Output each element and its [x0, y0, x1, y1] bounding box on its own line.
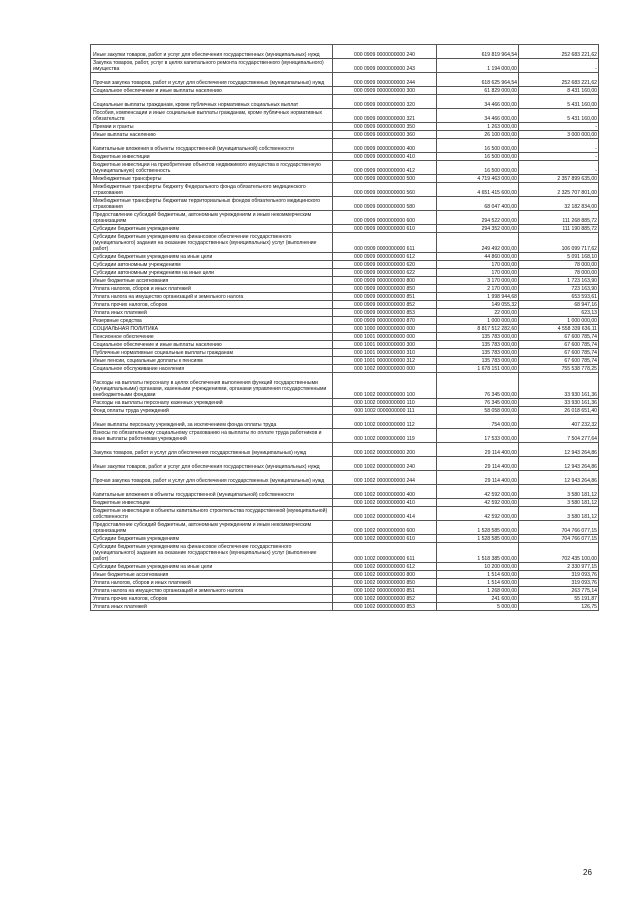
row-executed-cell: 12 943 264,86	[519, 471, 599, 485]
row-executed-cell: 252 683 221,62	[519, 45, 599, 59]
row-name-cell: Социальные выплаты гражданам, кроме публичных нормативных социальных выплат	[91, 95, 333, 109]
row-name-cell: Закупка товаров, работ, услуг в целях капитального ремонта государственного (муниципального) имущества	[91, 59, 333, 73]
row-name-cell: Бюджетные инвестиции	[91, 499, 333, 507]
table-row	[91, 535, 599, 543]
row-name-cell: Субсидии бюджетным учреждениям на иные цели	[91, 253, 333, 261]
row-name-cell: Бюджетные инвестиции на приобретение объектов недвижимого имущества в государственную (муниципальную) собственность	[91, 161, 333, 175]
row-name-cell: Расходы на выплаты персоналу казенных учреждений	[91, 399, 333, 407]
budget-table	[90, 44, 599, 611]
row-code-cell: 000 1002 0000000000 800	[333, 571, 437, 579]
row-assigned-cell: 3 170 000,00	[437, 277, 519, 285]
table-row	[91, 277, 599, 285]
row-executed-cell: 78 000,00	[519, 261, 599, 269]
row-executed-cell: 5 091 168,10	[519, 253, 599, 261]
row-code-cell: 000 0909 0000000000 240	[333, 45, 437, 59]
row-executed-cell: 8 431 160,00	[519, 87, 599, 95]
row-executed-cell: 653 593,61	[519, 293, 599, 301]
row-assigned-cell: 42 592 000,00	[437, 507, 519, 521]
row-assigned-cell: 135 783 000,00	[437, 333, 519, 341]
row-name-cell: Субсидии автономным учреждениям	[91, 261, 333, 269]
table-row	[91, 507, 599, 521]
row-executed-cell: 26 018 651,40	[519, 407, 599, 415]
table-row	[91, 543, 599, 563]
table-row	[91, 197, 599, 211]
row-assigned-cell: 1 518 385 000,00	[437, 543, 519, 563]
row-name-cell: Уплата налога на имущество организаций и земельного налога	[91, 293, 333, 301]
row-executed-cell: 68 947,16	[519, 301, 599, 309]
table-row	[91, 595, 599, 603]
table-row	[91, 253, 599, 261]
row-executed-cell: 55 191,87	[519, 595, 599, 603]
row-name-cell: Уплата иных платежей	[91, 309, 333, 317]
table-row	[91, 333, 599, 341]
row-executed-cell: 67 600 785,74	[519, 333, 599, 341]
row-code-cell: 000 1002 0000000000 000	[333, 365, 437, 373]
row-executed-cell: 702 435 100,00	[519, 543, 599, 563]
row-code-cell: 000 0909 0000000000 800	[333, 277, 437, 285]
row-code-cell: 000 1002 0000000000 410	[333, 499, 437, 507]
row-executed-cell: 623,13	[519, 309, 599, 317]
row-assigned-cell: 16 500 000,00	[437, 161, 519, 175]
row-name-cell: Субсидии бюджетным учреждениям на финансовое обеспечение государственного (муниципального) задания на оказание государственных (муниципальных) услуг (выполнение работ)	[91, 543, 333, 563]
table-row	[91, 211, 599, 225]
row-name-cell: Иные выплаты населению	[91, 131, 333, 139]
table-row	[91, 139, 599, 153]
row-executed-cell: -	[519, 161, 599, 175]
row-assigned-cell: 149 055,32	[437, 301, 519, 309]
row-executed-cell: 3 580 181,12	[519, 507, 599, 521]
table-row	[91, 95, 599, 109]
row-name-cell: Уплата прочих налогов, сборов	[91, 595, 333, 603]
row-name-cell: Публичные нормативные социальные выплаты гражданам	[91, 349, 333, 357]
row-name-cell: Межбюджетные трансферты бюджетам территориальных фондов обязательного медицинского страхования	[91, 197, 333, 211]
row-executed-cell: 2 330 977,15	[519, 563, 599, 571]
table-row	[91, 87, 599, 95]
row-assigned-cell: 29 114 400,00	[437, 457, 519, 471]
row-assigned-cell: 1 514 600,00	[437, 579, 519, 587]
row-code-cell: 000 1002 0000000000 610	[333, 535, 437, 543]
row-executed-cell: 67 600 785,74	[519, 341, 599, 349]
table-row	[91, 399, 599, 407]
table-row	[91, 175, 599, 183]
row-executed-cell: 67 600 785,74	[519, 349, 599, 357]
row-executed-cell: 2 325 707 801,00	[519, 183, 599, 197]
row-assigned-cell: 42 592 000,00	[437, 499, 519, 507]
row-assigned-cell: 42 592 000,00	[437, 485, 519, 499]
row-code-cell: 000 0909 0000000000 244	[333, 73, 437, 87]
row-code-cell: 000 1002 0000000000 200	[333, 443, 437, 457]
row-name-cell: Субсидии бюджетным учреждениям	[91, 225, 333, 233]
row-assigned-cell: 1 268 000,00	[437, 587, 519, 595]
row-code-cell: 000 0909 0000000000 560	[333, 183, 437, 197]
row-assigned-cell: 1 514 600,00	[437, 571, 519, 579]
row-name-cell: Капитальные вложения в объекты государственной (муниципальной) собственности	[91, 139, 333, 153]
table-row	[91, 357, 599, 365]
row-name-cell: Субсидии бюджетным учреждениям	[91, 535, 333, 543]
row-name-cell: Иные бюджетные ассигнования	[91, 571, 333, 579]
row-code-cell: 000 1002 0000000000 244	[333, 471, 437, 485]
row-assigned-cell: 1 528 585 000,00	[437, 535, 519, 543]
row-name-cell: Бюджетные инвестиции	[91, 153, 333, 161]
row-code-cell: 000 1002 0000000000 851	[333, 587, 437, 595]
row-name-cell: Субсидии бюджетным учреждениям на иные цели	[91, 563, 333, 571]
table-row	[91, 499, 599, 507]
row-name-cell: Прочая закупка товаров, работ и услуг для обеспечения государственных (муниципальных) нужд	[91, 471, 333, 485]
row-assigned-cell: 1 678 151 000,00	[437, 365, 519, 373]
row-assigned-cell: 135 783 000,00	[437, 357, 519, 365]
row-code-cell: 000 0909 0000000000 412	[333, 161, 437, 175]
table-row	[91, 457, 599, 471]
table-row	[91, 587, 599, 595]
row-name-cell: Межбюджетные трансферты	[91, 175, 333, 183]
row-name-cell: Бюджетные инвестиции в объекты капитального строительства государственной (муниципальной) собственности	[91, 507, 333, 521]
row-assigned-cell: 241 600,00	[437, 595, 519, 603]
table-row	[91, 365, 599, 373]
row-code-cell: 000 1002 0000000000 400	[333, 485, 437, 499]
row-code-cell: 000 0909 0000000000 300	[333, 87, 437, 95]
row-assigned-cell: 17 533 000,00	[437, 429, 519, 443]
table-row	[91, 269, 599, 277]
row-assigned-cell: 29 114 400,00	[437, 471, 519, 485]
row-code-cell: 000 0909 0000000000 360	[333, 131, 437, 139]
row-code-cell: 000 0909 0000000000 612	[333, 253, 437, 261]
row-name-cell: Субсидии бюджетным учреждениям на финансовое обеспечение государственного (муниципального) задания на оказание государственных (муниципальных) услуг (выполнение работ)	[91, 233, 333, 253]
row-code-cell: 000 1001 0000000000 312	[333, 357, 437, 365]
row-name-cell: Закупка товаров, работ и услуг для обеспечения государственных (муниципальных) нужд	[91, 443, 333, 457]
row-executed-cell: -	[519, 123, 599, 131]
row-name-cell: Капитальные вложения в объекты государственной (муниципальной) собственности	[91, 485, 333, 499]
row-name-cell: Уплата прочих налогов, сборов	[91, 301, 333, 309]
row-name-cell: Социальное обеспечение и иные выплаты населению	[91, 87, 333, 95]
row-code-cell: 000 1002 0000000000 600	[333, 521, 437, 535]
row-executed-cell: 407 232,32	[519, 415, 599, 429]
row-code-cell: 000 1002 0000000000 110	[333, 399, 437, 407]
row-code-cell: 000 0909 0000000000 321	[333, 109, 437, 123]
row-code-cell: 000 0909 0000000000 600	[333, 211, 437, 225]
row-executed-cell: 12 943 264,86	[519, 457, 599, 471]
row-executed-cell: 2 357 899 635,00	[519, 175, 599, 183]
row-assigned-cell: 1 998 944,68	[437, 293, 519, 301]
row-assigned-cell: 34 466 000,00	[437, 109, 519, 123]
row-assigned-cell: 1 000 000,00	[437, 317, 519, 325]
row-code-cell: 000 0909 0000000000 852	[333, 301, 437, 309]
row-executed-cell: 252 683 221,62	[519, 73, 599, 87]
row-executed-cell: -	[519, 139, 599, 153]
row-assigned-cell: 294 352 000,00	[437, 225, 519, 233]
row-assigned-cell: 58 058 000,00	[437, 407, 519, 415]
budget-table-section	[90, 44, 598, 611]
row-executed-cell: 7 504 277,64	[519, 429, 599, 443]
row-code-cell: 000 0909 0000000000 620	[333, 261, 437, 269]
table-row	[91, 603, 599, 611]
row-executed-cell: 111 268 885,72	[519, 211, 599, 225]
table-row	[91, 485, 599, 499]
table-row	[91, 563, 599, 571]
row-executed-cell: 106 099 717,62	[519, 233, 599, 253]
row-executed-cell: 263 775,14	[519, 587, 599, 595]
table-row	[91, 407, 599, 415]
row-code-cell: 000 0909 0000000000 870	[333, 317, 437, 325]
row-assigned-cell: 2 170 000,00	[437, 285, 519, 293]
budget-table-body	[91, 45, 599, 611]
row-assigned-cell: 76 345 000,00	[437, 373, 519, 399]
row-executed-cell: 704 766 077,15	[519, 521, 599, 535]
table-row	[91, 429, 599, 443]
row-assigned-cell: 29 114 400,00	[437, 443, 519, 457]
table-row	[91, 45, 599, 59]
row-executed-cell: 1 000 000,00	[519, 317, 599, 325]
row-code-cell: 000 0909 0000000000 851	[333, 293, 437, 301]
row-executed-cell: 319 093,76	[519, 571, 599, 579]
row-code-cell: 000 0909 0000000000 610	[333, 225, 437, 233]
table-row	[91, 317, 599, 325]
row-assigned-cell: 26 100 000,00	[437, 131, 519, 139]
table-row	[91, 521, 599, 535]
row-executed-cell: 755 538 778,25	[519, 365, 599, 373]
row-code-cell: 000 0909 0000000000 580	[333, 197, 437, 211]
row-executed-cell: 33 930 161,36	[519, 373, 599, 399]
row-code-cell: 000 0909 0000000000 243	[333, 59, 437, 73]
row-assigned-cell: 76 345 000,00	[437, 399, 519, 407]
row-assigned-cell: 619 819 964,54	[437, 45, 519, 59]
row-assigned-cell: 5 000,00	[437, 603, 519, 611]
row-executed-cell: 1 723 163,90	[519, 277, 599, 285]
row-code-cell: 000 0909 0000000000 853	[333, 309, 437, 317]
row-assigned-cell: 754 000,00	[437, 415, 519, 429]
row-name-cell: Социальное обслуживание населения	[91, 365, 333, 373]
table-row	[91, 579, 599, 587]
row-code-cell: 000 1002 0000000000 240	[333, 457, 437, 471]
row-executed-cell: 12 943 264,86	[519, 443, 599, 457]
row-assigned-cell: 16 500 000,00	[437, 139, 519, 153]
table-row	[91, 183, 599, 197]
table-row	[91, 59, 599, 73]
row-assigned-cell: 16 500 000,00	[437, 153, 519, 161]
page-number: 26	[583, 868, 592, 877]
row-assigned-cell: 61 829 000,00	[437, 87, 519, 95]
row-executed-cell: 3 580 181,12	[519, 485, 599, 499]
row-name-cell: Взносы по обязательному социальному страхованию на выплаты по оплате труда работников и иные выплаты работникам учреждений	[91, 429, 333, 443]
table-row	[91, 309, 599, 317]
row-assigned-cell: 618 625 964,54	[437, 73, 519, 87]
table-row	[91, 233, 599, 253]
row-name-cell: Предоставление субсидий бюджетным, автономным учреждениям и иным некоммерческим организациям	[91, 211, 333, 225]
table-row	[91, 73, 599, 87]
row-executed-cell: 78 000,00	[519, 269, 599, 277]
row-name-cell: Уплата налога на имущество организаций и земельного налога	[91, 587, 333, 595]
row-name-cell: Резервные средства	[91, 317, 333, 325]
row-name-cell: Уплата иных платежей	[91, 603, 333, 611]
row-assigned-cell: 22 000,00	[437, 309, 519, 317]
table-row	[91, 443, 599, 457]
row-name-cell: Иные закупки товаров, работ и услуг для обеспечения государственных (муниципальных) нужд	[91, 457, 333, 471]
row-name-cell: Уплата налогов, сборов и иных платежей	[91, 285, 333, 293]
row-assigned-cell: 68 047 400,00	[437, 197, 519, 211]
table-row	[91, 349, 599, 357]
row-code-cell: 000 0909 0000000000 622	[333, 269, 437, 277]
row-executed-cell: -	[519, 153, 599, 161]
row-code-cell: 000 1002 0000000000 119	[333, 429, 437, 443]
row-assigned-cell: 4 719 463 000,00	[437, 175, 519, 183]
row-name-cell: Фонд оплаты труда учреждений	[91, 407, 333, 415]
row-code-cell: 000 1002 0000000000 611	[333, 543, 437, 563]
row-name-cell: Межбюджетные трансферты бюджету Федерального фонда обязательного медицинского страхования	[91, 183, 333, 197]
table-row	[91, 341, 599, 349]
row-assigned-cell: 170 000,00	[437, 269, 519, 277]
row-executed-cell: 3 000 000,00	[519, 131, 599, 139]
row-code-cell: 000 1001 0000000000 000	[333, 333, 437, 341]
row-code-cell: 000 1001 0000000000 310	[333, 349, 437, 357]
row-executed-cell: 126,75	[519, 603, 599, 611]
row-code-cell: 000 0909 0000000000 350	[333, 123, 437, 131]
row-code-cell: 000 1002 0000000000 414	[333, 507, 437, 521]
row-executed-cell: -	[519, 59, 599, 73]
row-assigned-cell: 8 817 512 282,60	[437, 325, 519, 333]
row-assigned-cell: 44 860 000,00	[437, 253, 519, 261]
row-code-cell: 000 1002 0000000000 100	[333, 373, 437, 399]
table-row	[91, 161, 599, 175]
row-executed-cell: 67 600 785,74	[519, 357, 599, 365]
table-row	[91, 301, 599, 309]
table-row	[91, 109, 599, 123]
row-executed-cell: 32 182 834,00	[519, 197, 599, 211]
row-assigned-cell: 170 000,00	[437, 261, 519, 269]
row-assigned-cell: 294 522 000,00	[437, 211, 519, 225]
row-code-cell: 000 1000 0000000000 000	[333, 325, 437, 333]
row-name-cell: Уплата налогов, сборов и иных платежей	[91, 579, 333, 587]
table-row	[91, 471, 599, 485]
row-assigned-cell: 10 200 000,00	[437, 563, 519, 571]
row-executed-cell: 5 431 160,00	[519, 95, 599, 109]
row-code-cell: 000 1002 0000000000 112	[333, 415, 437, 429]
row-code-cell: 000 1002 0000000000 852	[333, 595, 437, 603]
row-executed-cell: 111 190 885,72	[519, 225, 599, 233]
row-code-cell: 000 1002 0000000000 612	[333, 563, 437, 571]
row-assigned-cell: 4 651 415 600,00	[437, 183, 519, 197]
row-assigned-cell: 1 528 585 000,00	[437, 521, 519, 535]
row-name-cell: Пособия, компенсации и иные социальные выплаты гражданам, кроме публичных нормативных обязательств	[91, 109, 333, 123]
table-row	[91, 325, 599, 333]
row-code-cell: 000 1002 0000000000 853	[333, 603, 437, 611]
row-name-cell: Социальное обеспечение и иные выплаты населению	[91, 341, 333, 349]
row-name-cell: Иные бюджетные ассигнования	[91, 277, 333, 285]
row-executed-cell: 33 930 161,36	[519, 399, 599, 407]
row-executed-cell: 704 766 077,15	[519, 535, 599, 543]
row-name-cell: Пенсионное обеспечение	[91, 333, 333, 341]
row-assigned-cell: 249 492 000,00	[437, 233, 519, 253]
row-code-cell: 000 1002 0000000000 111	[333, 407, 437, 415]
row-name-cell: СОЦИАЛЬНАЯ ПОЛИТИКА	[91, 325, 333, 333]
row-code-cell: 000 0909 0000000000 410	[333, 153, 437, 161]
row-code-cell: 000 0909 0000000000 400	[333, 139, 437, 153]
row-assigned-cell: 1 194 000,00	[437, 59, 519, 73]
table-row	[91, 225, 599, 233]
row-name-cell: Иные пенсии, социальные доплаты к пенсиям	[91, 357, 333, 365]
row-executed-cell: 4 558 339 636,11	[519, 325, 599, 333]
table-row	[91, 153, 599, 161]
table-row	[91, 123, 599, 131]
row-assigned-cell: 1 263 000,00	[437, 123, 519, 131]
row-code-cell: 000 0909 0000000000 850	[333, 285, 437, 293]
table-row	[91, 373, 599, 399]
table-row	[91, 285, 599, 293]
row-executed-cell: 3 580 181,12	[519, 499, 599, 507]
row-code-cell: 000 0909 0000000000 611	[333, 233, 437, 253]
row-code-cell: 000 0909 0000000000 500	[333, 175, 437, 183]
row-assigned-cell: 135 783 000,00	[437, 349, 519, 357]
row-code-cell: 000 1001 0000000000 300	[333, 341, 437, 349]
table-row	[91, 571, 599, 579]
row-name-cell: Прочая закупка товаров, работ и услуг для обеспечения государственных (муниципальных) нужд	[91, 73, 333, 87]
row-name-cell: Предоставление субсидий бюджетным, автономным учреждениям и иным некоммерческим организациям	[91, 521, 333, 535]
row-name-cell: Субсидии автономным учреждениям на иные цели	[91, 269, 333, 277]
table-row	[91, 415, 599, 429]
row-executed-cell: 5 431 160,00	[519, 109, 599, 123]
row-assigned-cell: 135 783 000,00	[437, 341, 519, 349]
table-row	[91, 293, 599, 301]
row-name-cell: Премии и гранты	[91, 123, 333, 131]
row-name-cell: Расходы на выплаты персоналу в целях обеспечения выполнения функций государственными (муниципальными) органами, казенными учреждениями, органами управления государственными внебюджетными фондами	[91, 373, 333, 399]
row-code-cell: 000 0909 0000000000 320	[333, 95, 437, 109]
table-row	[91, 261, 599, 269]
row-name-cell: Иные выплаты персоналу учреждений, за исключением фонда оплаты труда	[91, 415, 333, 429]
row-executed-cell: 319 093,76	[519, 579, 599, 587]
row-assigned-cell: 34 466 000,00	[437, 95, 519, 109]
row-name-cell: Иные закупки товаров, работ и услуг для обеспечения государственных (муниципальных) нужд	[91, 45, 333, 59]
table-row	[91, 131, 599, 139]
row-executed-cell: 723 163,90	[519, 285, 599, 293]
row-code-cell: 000 1002 0000000000 850	[333, 579, 437, 587]
